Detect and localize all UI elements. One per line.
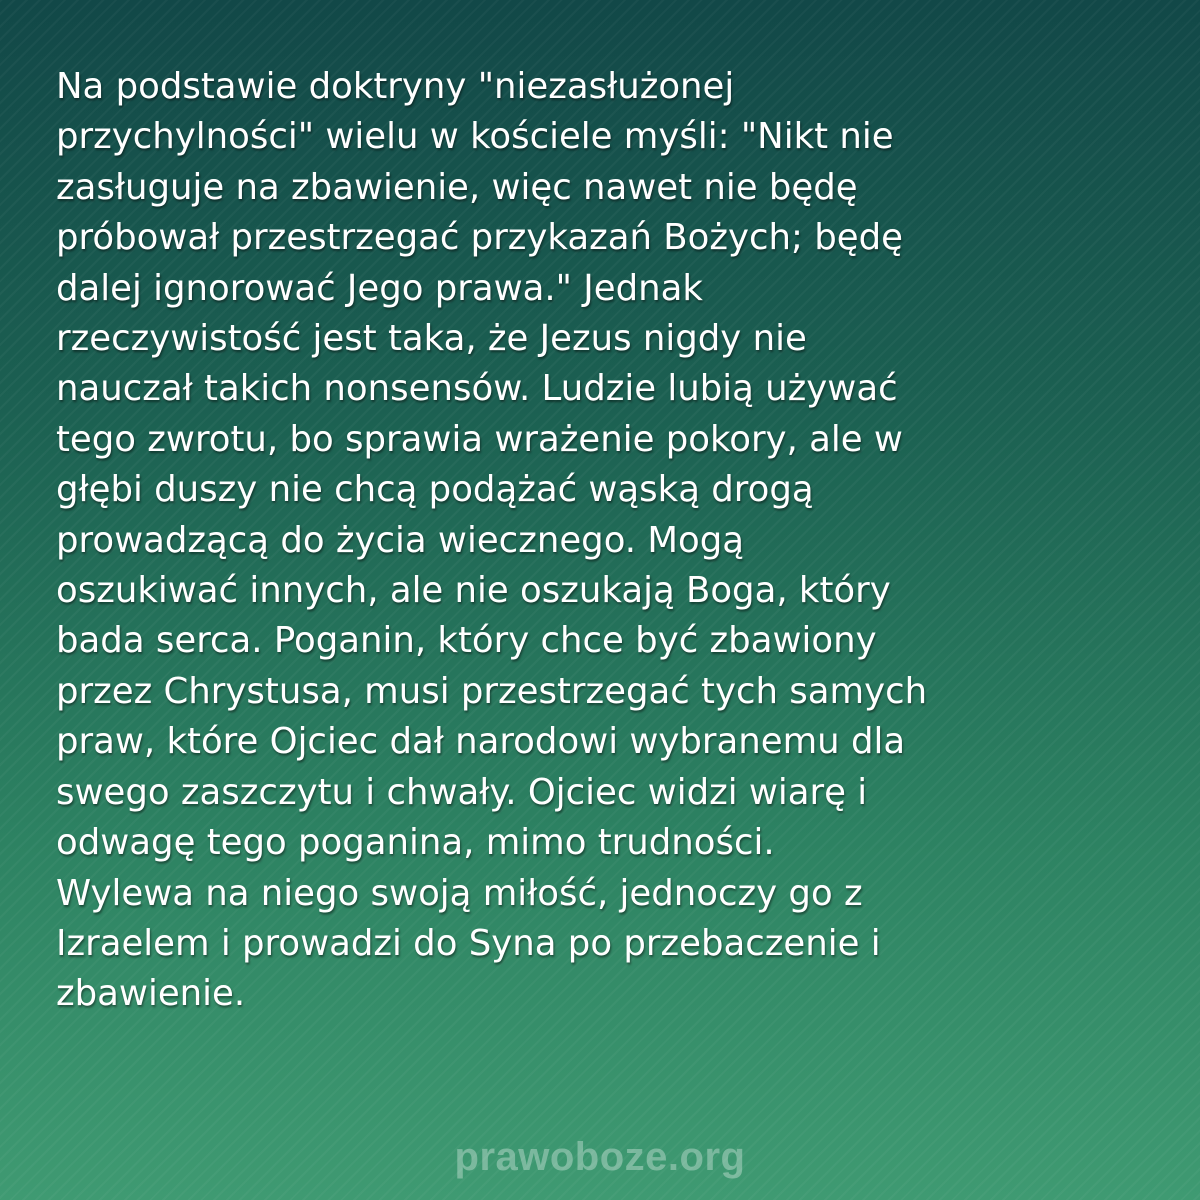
quote-line: bada serca. Poganin, który chce być zbawiony	[56, 620, 877, 662]
quote-line: oszukiwać innych, ale nie oszukają Boga, który	[56, 570, 891, 612]
quote-line: rzeczywistość jest taka, że Jezus nigdy nie	[56, 318, 807, 360]
quote-line: zbawienie.	[56, 973, 246, 1015]
quote-line: Wylewa na niego swoją miłość, jednoczy go z	[56, 872, 863, 914]
quote-line: tego zwrotu, bo sprawia wrażenie pokory, ale w	[56, 418, 903, 460]
quote-line: nauczał takich nonsensów. Ludzie lubią używać	[56, 368, 898, 410]
quote-line: Na podstawie doktryny "niezasłużonej	[56, 66, 735, 107]
quote-line: praw, które Ojciec dał narodowi wybranemu dla	[56, 721, 906, 763]
quote-line: próbował przestrzegać przykazań Bożych; będę	[56, 217, 904, 259]
site-watermark: prawoboze.org	[454, 1135, 746, 1179]
quote-line: przychylności" wielu w kościele myśli: "Nikt nie	[56, 116, 894, 158]
quote-line: dalej ignorować Jego prawa." Jednak	[56, 267, 703, 309]
quote-line: zasługuje na zbawienie, więc nawet nie będę	[56, 166, 858, 208]
quote-line: prowadzącą do życia wiecznego. Mogą	[56, 519, 745, 561]
quote-line: swego zaszczytu i chwały. Ojciec widzi wiarę i	[56, 771, 868, 813]
quote-text	[56, 62, 1166, 1020]
quote-line: głębi duszy nie chcą podążać wąską drogą	[56, 469, 814, 511]
quote-line: Izraelem i prowadzi do Syna po przebaczenie i	[56, 922, 881, 964]
quote-line: przez Chrystusa, musi przestrzegać tych samych	[56, 670, 928, 712]
quote-line: odwagę tego poganina, mimo trudności.	[56, 822, 775, 864]
